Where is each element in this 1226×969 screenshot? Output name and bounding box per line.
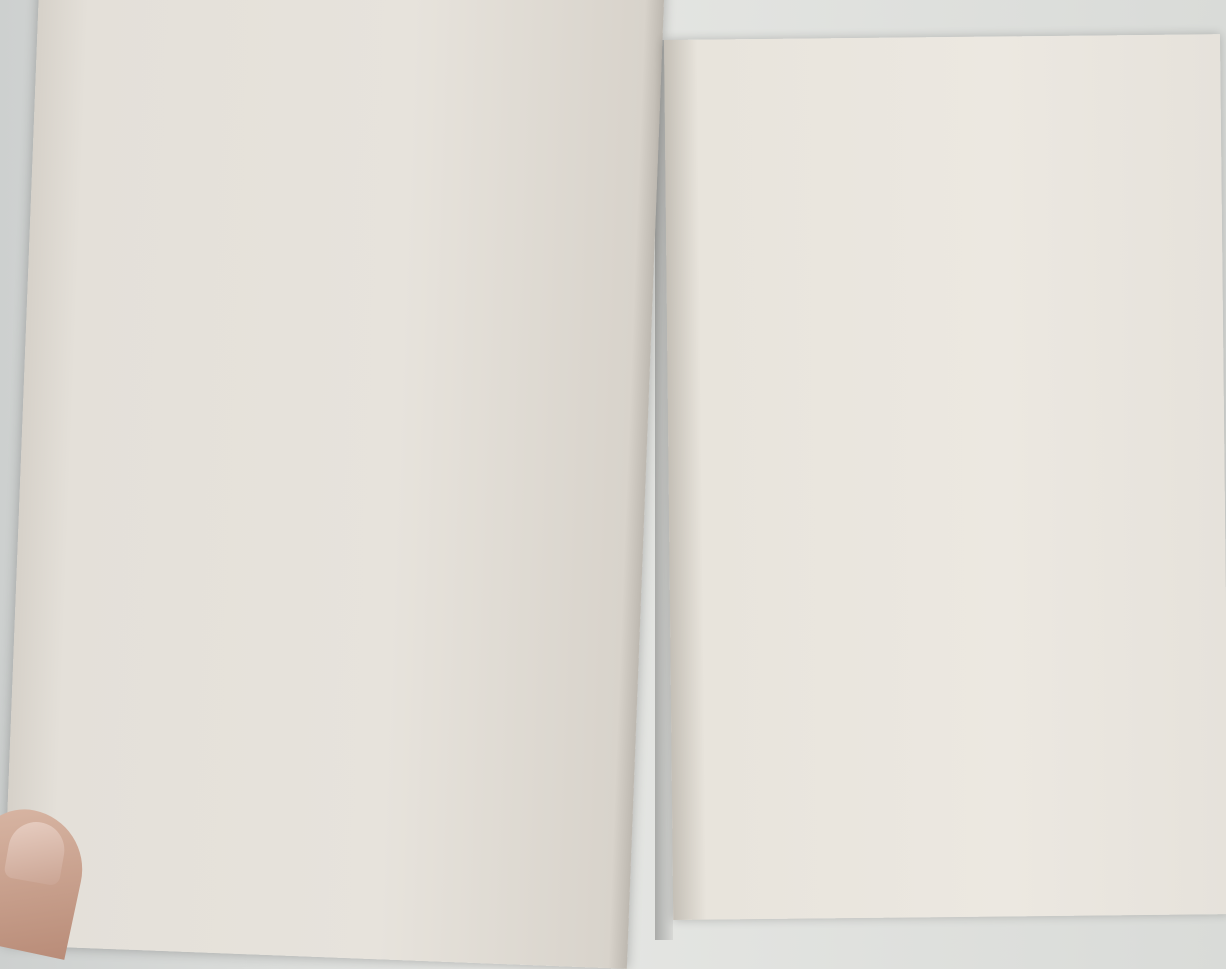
- left-page-contents: [109, 0, 669, 20]
- right-page: [664, 34, 1226, 920]
- left-page: [2, 0, 665, 969]
- right-page-contents: [705, 103, 1165, 108]
